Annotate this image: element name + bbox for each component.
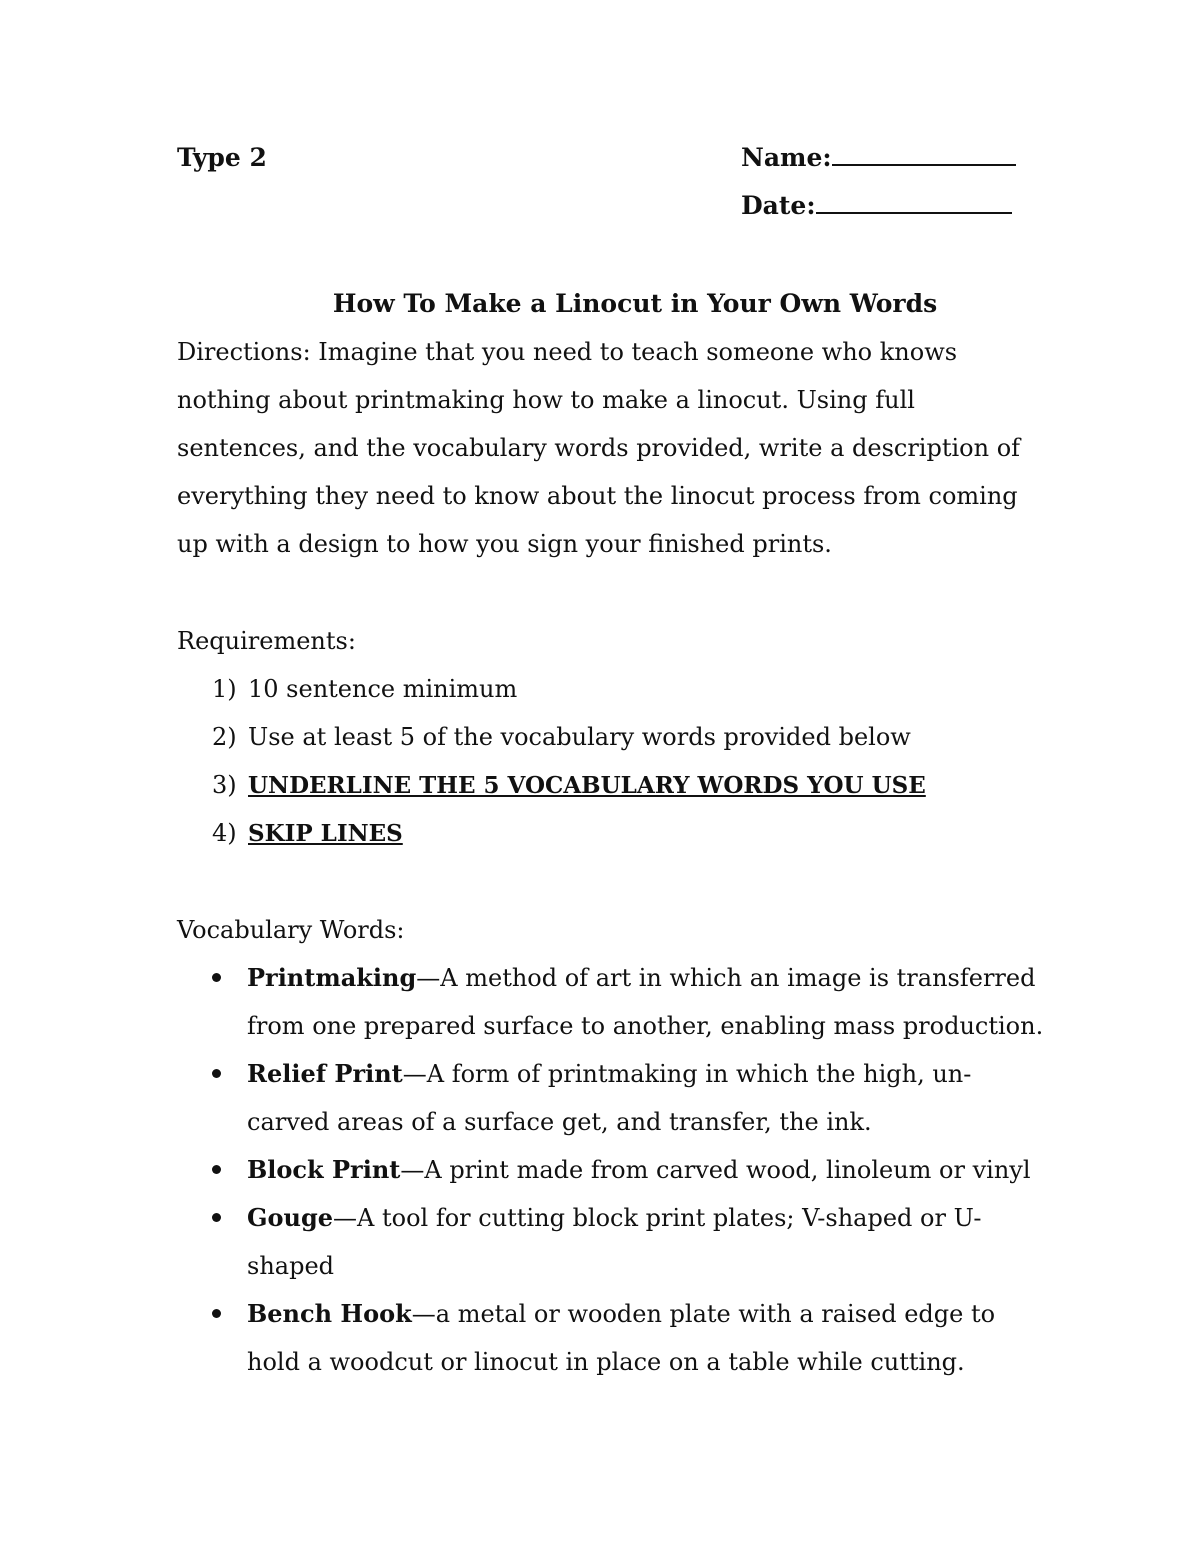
name-row bbox=[741, 134, 1016, 182]
vocabulary-item bbox=[212, 1194, 1052, 1290]
requirement-text: 10 sentence minimum bbox=[248, 675, 518, 703]
requirement-text: SKIP LINES bbox=[248, 820, 403, 847]
requirement-text: UNDERLINE THE 5 VOCABULARY WORDS YOU USE bbox=[248, 772, 926, 799]
requirements-list bbox=[212, 665, 926, 857]
bullet-icon bbox=[212, 1069, 221, 1078]
requirement-item bbox=[212, 809, 926, 857]
requirement-number: 2) bbox=[212, 723, 237, 751]
requirement-item bbox=[212, 713, 926, 761]
requirement-text: Use at least 5 of the vocabulary words provided below bbox=[248, 723, 911, 751]
vocabulary-item bbox=[212, 954, 1052, 1050]
date-label: Date: bbox=[741, 191, 816, 220]
vocabulary-item bbox=[212, 1146, 1052, 1194]
vocabulary-term: Gouge bbox=[247, 1203, 334, 1232]
vocabulary-definition: —A method of art in which an image is transferred from one prepared surface to another, enabling mass production. bbox=[247, 964, 1044, 1040]
date-blank-line[interactable] bbox=[816, 184, 1012, 214]
requirement-number: 4) bbox=[212, 819, 237, 847]
student-info bbox=[741, 134, 1016, 230]
vocabulary-term: Block Print bbox=[247, 1155, 401, 1184]
name-blank-line[interactable] bbox=[832, 136, 1016, 166]
requirement-item bbox=[212, 665, 926, 713]
bullet-icon bbox=[212, 1165, 221, 1174]
vocabulary-label: Vocabulary Words: bbox=[177, 916, 405, 944]
bullet-icon bbox=[212, 1309, 221, 1318]
vocabulary-item bbox=[212, 1290, 1052, 1386]
vocabulary-term: Printmaking bbox=[247, 963, 417, 992]
requirement-number: 1) bbox=[212, 675, 237, 703]
date-row bbox=[741, 182, 1016, 230]
requirements-label: Requirements: bbox=[177, 627, 356, 655]
bullet-icon bbox=[212, 973, 221, 982]
page-title: How To Make a Linocut in Your Own Words bbox=[332, 289, 938, 318]
name-label: Name: bbox=[741, 143, 832, 172]
directions-paragraph: Directions: Imagine that you need to teach someone who knows nothing about printmaking how to make a linocut. Using full sentences, and the vocabulary words provided, write a description of everything they need to know about the linocut process from coming up with a design to how you sign your finished prints. bbox=[177, 338, 1021, 558]
requirement-number: 3) bbox=[212, 771, 237, 799]
vocabulary-definition: —A form of printmaking in which the high, un-carved areas of a surface get, and transfer, the ink. bbox=[247, 1060, 972, 1136]
vocabulary-definition: —A tool for cutting block print plates; V-shaped or U-shaped bbox=[247, 1204, 982, 1280]
vocabulary-term: Relief Print bbox=[247, 1059, 403, 1088]
vocabulary-definition: —a metal or wooden plate with a raised edge to hold a woodcut or linocut in place on a table while cutting. bbox=[247, 1300, 996, 1376]
type-label: Type 2 bbox=[177, 143, 267, 172]
requirement-item bbox=[212, 761, 926, 809]
vocabulary-term: Bench Hook bbox=[247, 1299, 412, 1328]
vocabulary-item bbox=[212, 1050, 1052, 1146]
vocabulary-list bbox=[212, 954, 1052, 1386]
vocabulary-definition: —A print made from carved wood, linoleum or vinyl bbox=[400, 1156, 1031, 1184]
bullet-icon bbox=[212, 1213, 221, 1222]
